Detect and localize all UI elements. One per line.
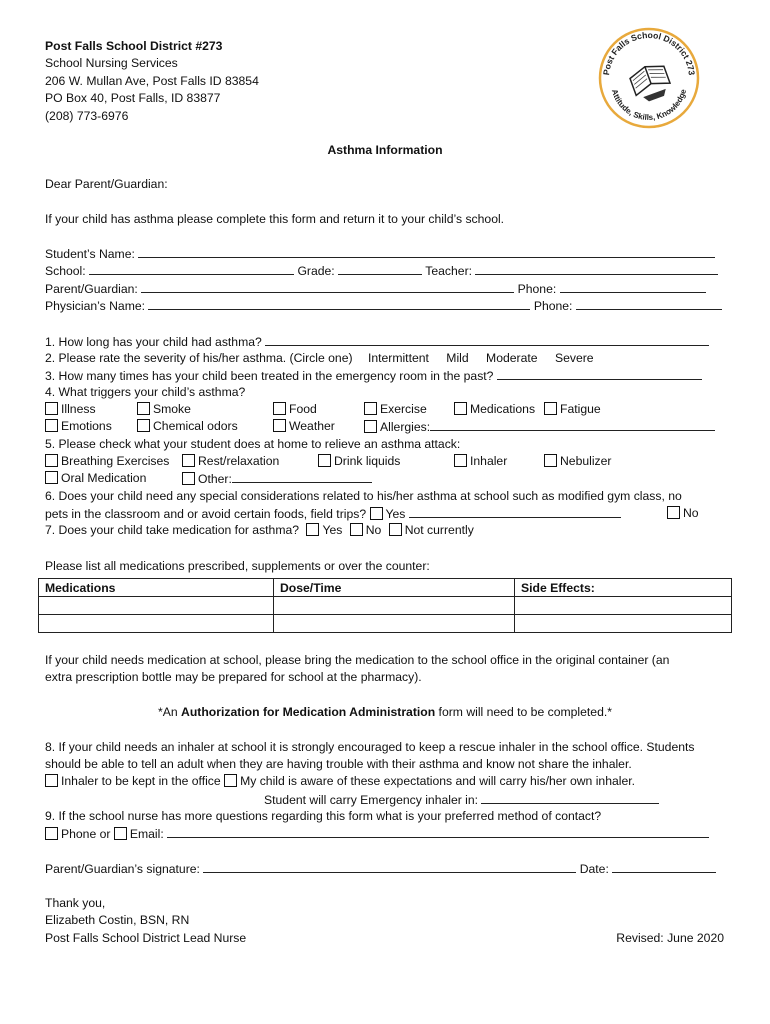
trigger-medications[interactable]: Medications [454, 401, 535, 417]
inhaler-options-row [45, 773, 635, 789]
severity-severe[interactable]: Severe [554, 351, 594, 365]
trigger-medications-checkbox[interactable] [454, 402, 467, 415]
physician-phone-label: Phone: [533, 299, 573, 313]
relief-breathing-checkbox[interactable] [45, 454, 58, 467]
trigger-food-checkbox[interactable] [273, 402, 286, 415]
svg-text:Attitude, Skills, Knowledge: Attitude, Skills, Knowledge [609, 88, 689, 123]
relief-other-checkbox[interactable] [182, 472, 195, 485]
greeting: Dear Parent/Guardian: [45, 177, 168, 191]
table-cell[interactable] [39, 615, 274, 633]
allergies-field[interactable] [430, 418, 715, 431]
date-field[interactable] [612, 860, 716, 873]
table-cell[interactable] [515, 615, 732, 633]
authorization-note: *An Authorization for Medication Administration form will need to be completed.* [158, 705, 612, 719]
q7-yes-checkbox[interactable] [306, 523, 319, 536]
trigger-fatigue[interactable]: Fatigue [544, 401, 601, 417]
student-name-field[interactable] [138, 245, 715, 258]
trigger-emotions[interactable]: Emotions [45, 418, 112, 434]
revision-date: Revised: June 2020 [616, 931, 724, 945]
trigger-food[interactable]: Food [273, 401, 317, 417]
contact-phone-label: Phone or [61, 827, 111, 841]
relief-nebulizer[interactable]: Nebulizer [544, 453, 611, 469]
service-name: School Nursing Services [45, 56, 178, 70]
relief-inhaler[interactable]: Inhaler [454, 453, 507, 469]
parent-field[interactable] [141, 280, 514, 293]
trigger-emotions-checkbox[interactable] [45, 419, 58, 432]
side-effects-header: Side Effects: [515, 579, 732, 597]
physician-label: Physician’s Name: [45, 299, 146, 313]
signature-row [45, 860, 716, 877]
q6-yes-checkbox[interactable] [370, 507, 383, 520]
student-name-row [45, 245, 715, 262]
date-label: Date: [579, 862, 609, 876]
school-field[interactable] [89, 262, 294, 275]
q6-no-checkbox[interactable] [667, 506, 680, 519]
physician-row [45, 297, 722, 314]
trigger-allergies[interactable]: Allergies: [364, 418, 715, 435]
question-6-line2: pets in the classroom and or avoid certain foods, field trips? Yes [45, 505, 621, 522]
physician-phone-field[interactable] [576, 297, 722, 310]
signature-label: Parent/Guardian’s signature: [45, 862, 200, 876]
table-cell[interactable] [274, 615, 515, 633]
table-cell[interactable] [515, 597, 732, 615]
q3-answer-field[interactable] [497, 367, 702, 380]
question-8-line2: should be able to tell an adult when they are having trouble with their asthma and know not share the inhaler. [45, 757, 632, 771]
medications-table [38, 578, 732, 633]
question-6: 6. Does your child need any special considerations related to his/her asthma at school such as modified gym class, no [45, 489, 682, 503]
teacher-field[interactable] [475, 262, 718, 275]
trigger-illness-checkbox[interactable] [45, 402, 58, 415]
trigger-exercise-checkbox[interactable] [364, 402, 377, 415]
parent-row [45, 280, 706, 297]
parent-phone-label: Phone: [517, 282, 557, 296]
question-3: 3. How many times has your child been treated in the emergency room in the past? [45, 367, 702, 384]
q6-yes-label: Yes [385, 507, 406, 521]
table-cell[interactable] [39, 597, 274, 615]
form-title: Asthma Information [327, 143, 443, 157]
medications-header: Medications [39, 579, 274, 597]
inhaler-carry-label: My child is aware of these expectations and will carry his/her own inhaler. [240, 774, 636, 788]
carry-location-row: Student will carry Emergency inhaler in: [264, 791, 659, 808]
dose-time-header: Dose/Time [274, 579, 515, 597]
question-4: 4. What triggers your child’s asthma? [45, 385, 246, 399]
physician-field[interactable] [148, 297, 530, 310]
trigger-smoke[interactable]: Smoke [137, 401, 191, 417]
relief-drink-checkbox[interactable] [318, 454, 331, 467]
street-address: 206 W. Mullan Ave, Post Falls ID 83854 [45, 74, 259, 88]
relief-other[interactable]: Other: [182, 470, 372, 487]
q7-no-checkbox[interactable] [350, 523, 363, 536]
relief-drink-liquids[interactable]: Drink liquids [318, 453, 400, 469]
question-5: 5. Please check what your student does at home to relieve an asthma attack: [45, 437, 461, 451]
trigger-smoke-checkbox[interactable] [137, 402, 150, 415]
inhaler-office-label: Inhaler to be kept in the office [61, 774, 221, 788]
table-header-row [39, 579, 732, 597]
parent-phone-field[interactable] [560, 280, 706, 293]
relief-nebulizer-checkbox[interactable] [544, 454, 557, 467]
contact-email-checkbox[interactable] [114, 827, 127, 840]
question-7: 7. Does your child take medication for asthma? Yes No Not currently [45, 523, 474, 537]
svg-text:Post Falls School District 273: Post Falls School District 273 [601, 29, 697, 76]
teacher-label: Teacher: [425, 264, 473, 278]
nurse-name: Elizabeth Costin, BSN, RN [45, 913, 190, 927]
medications-intro: Please list all medications prescribed, supplements or over the counter: [45, 559, 430, 573]
signature-field[interactable] [203, 860, 576, 873]
school-meds-line1: If your child needs medication at school, please bring the medication to the school office in the original container (an [45, 653, 670, 667]
table-row [39, 615, 732, 633]
table-row [39, 597, 732, 615]
nurse-title: Post Falls School District Lead Nurse [45, 931, 247, 945]
q6-yes-details-field[interactable] [409, 505, 621, 518]
q7-not-currently-checkbox[interactable] [389, 523, 402, 536]
table-cell[interactable] [274, 597, 515, 615]
relief-oral-checkbox[interactable] [45, 471, 58, 484]
carry-location-field[interactable] [481, 791, 659, 804]
q1-answer-field[interactable] [265, 333, 709, 346]
trigger-illness[interactable]: Illness [45, 401, 96, 417]
severity-intermittent[interactable]: Intermittent [367, 351, 429, 365]
relief-rest-checkbox[interactable] [182, 454, 195, 467]
relief-inhaler-checkbox[interactable] [454, 454, 467, 467]
question-2: 2. Please rate the severity of his/her asthma. (Circle one) Intermittent Mild Moderate Severe [45, 351, 594, 365]
relief-oral-medication[interactable]: Oral Medication [45, 470, 146, 486]
severity-mild[interactable]: Mild [446, 351, 469, 365]
contact-email-label: Email: [129, 827, 164, 841]
relief-rest[interactable]: Rest/relaxation [182, 453, 279, 469]
student-name-label: Student’s Name: [45, 247, 135, 261]
severity-moderate[interactable]: Moderate [486, 351, 538, 365]
district-name: Post Falls School District #273 [45, 39, 223, 53]
question-9: 9. If the school nurse has more questions regarding this form what is your preferred method of contact? [45, 809, 602, 823]
trigger-weather-checkbox[interactable] [273, 419, 286, 432]
authorization-form-name: Authorization for Medication Administration [181, 705, 436, 719]
trigger-chemical-odors-checkbox[interactable] [137, 419, 150, 432]
inhaler-office-checkbox[interactable] [45, 774, 58, 787]
relief-breathing-exercises[interactable]: Breathing Exercises [45, 453, 169, 469]
school-meds-line2: extra prescription bottle may be prepared for school at the pharmacy). [45, 670, 422, 684]
inhaler-carry-checkbox[interactable] [224, 774, 237, 787]
relief-other-field[interactable] [232, 470, 372, 483]
school-label: School: [45, 264, 86, 278]
trigger-weather[interactable]: Weather [273, 418, 335, 434]
grade-label: Grade: [297, 264, 335, 278]
contact-phone-checkbox[interactable] [45, 827, 58, 840]
trigger-chemical-odors[interactable]: Chemical odors [137, 418, 238, 434]
email-field[interactable] [167, 825, 709, 838]
school-row [45, 262, 718, 279]
closing-thanks: Thank you, [45, 896, 106, 910]
question-1: 1. How long has your child had asthma? [45, 333, 709, 350]
po-box-address: PO Box 40, Post Falls, ID 83877 [45, 91, 221, 105]
question-8: 8. If your child needs an inhaler at school it is strongly encouraged to keep a rescue inhaler in the school office. Students [45, 740, 695, 754]
grade-field[interactable] [338, 262, 422, 275]
trigger-fatigue-checkbox[interactable] [544, 402, 557, 415]
district-seal-logo [597, 20, 701, 130]
trigger-allergies-checkbox[interactable] [364, 420, 377, 433]
parent-label: Parent/Guardian: [45, 282, 138, 296]
q6-no[interactable]: No [667, 505, 699, 521]
intro-text: If your child has asthma please complete this form and return it to your child’s school. [45, 212, 505, 226]
trigger-exercise[interactable]: Exercise [364, 401, 427, 417]
district-phone: (208) 773-6976 [45, 109, 129, 123]
contact-method-row [45, 825, 709, 842]
